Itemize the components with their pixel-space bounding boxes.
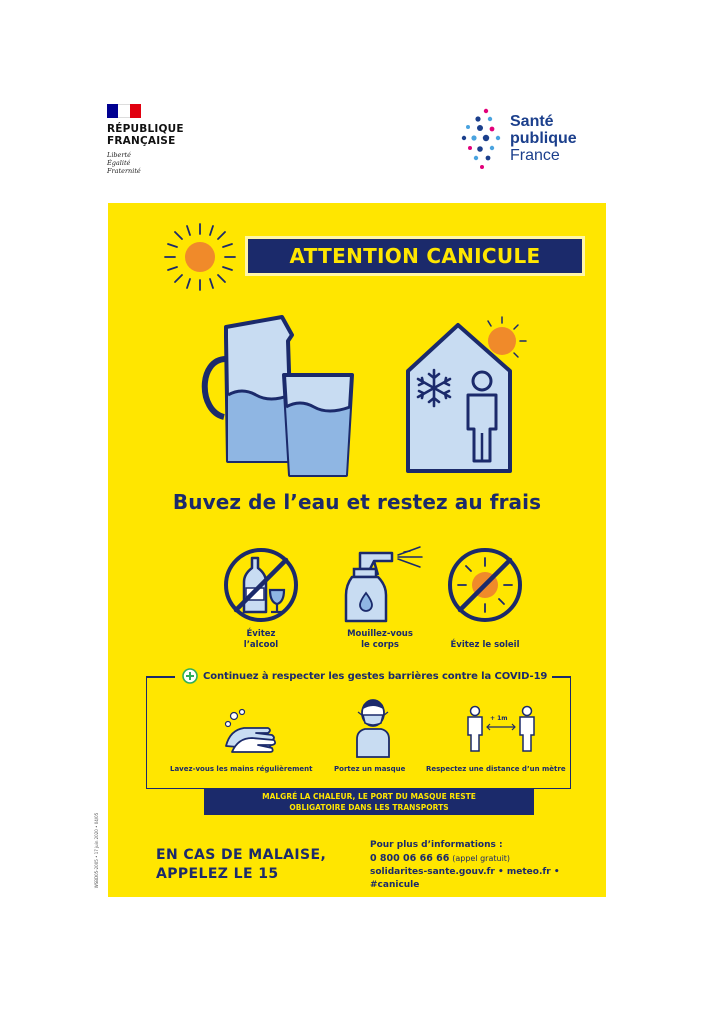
gesture-keep-distance: Respectez une distance d’un mètre	[426, 765, 566, 773]
tip-avoid-sun	[435, 640, 535, 651]
motto-liberte: Liberté	[107, 151, 131, 159]
agency-line3: France	[510, 147, 560, 164]
malaise-line2: APPELEZ LE 15	[156, 866, 279, 882]
mask-transport-banner	[204, 789, 534, 815]
republique-francaise-logo	[107, 104, 217, 175]
face-mask-icon	[353, 695, 393, 759]
sante-publique-dots-icon	[460, 107, 508, 177]
tip-wet-body	[330, 629, 430, 651]
republic-line2: FRANÇAISE	[107, 135, 176, 147]
print-reference-text: WSBD05-2005 • 17 juin 2020 • 04/05	[94, 812, 100, 889]
covid-heading	[178, 667, 551, 685]
poster-title: ATTENTION CANICULE	[289, 244, 541, 268]
poster-headline: Buvez de l’eau et restez au frais	[172, 490, 542, 514]
title-banner	[245, 236, 585, 276]
hand-washing-icon	[222, 708, 278, 754]
tip-wet-body-line1: Mouillez-vous	[347, 629, 413, 639]
water-jug-and-glass-icon	[196, 311, 368, 483]
agency-line1: Santé	[510, 113, 554, 130]
distance-icon	[463, 705, 539, 755]
covid-heading-text: Continuez à respecter les gestes barrières contre la COVID-19	[203, 670, 548, 682]
gesture-wash-hands: Lavez-vous les mains régulièrement	[170, 765, 313, 773]
info-links[interactable]: solidarites-sante.gouv.fr • meteo.fr • #canicule	[370, 867, 560, 890]
cool-house-icon	[398, 311, 528, 479]
motto-egalite: Égalité	[107, 159, 131, 167]
no-alcohol-icon	[222, 546, 300, 624]
republic-motto	[107, 151, 217, 175]
republic-line1: RÉPUBLIQUE	[107, 123, 184, 135]
info-phone-note: (appel gratuit)	[452, 854, 511, 863]
sun-icon	[160, 220, 240, 294]
mask-band-line1: MALGRÉ LA CHALEUR, LE PORT DU MASQUE RESTE	[262, 792, 476, 801]
no-sun-icon	[446, 546, 524, 624]
info-block	[370, 839, 606, 892]
info-heading: Pour plus d’informations :	[370, 840, 503, 850]
mask-band-line2: OBLIGATOIRE DANS LES TRANSPORTS	[289, 803, 449, 812]
info-phone-line	[370, 852, 606, 866]
info-phone[interactable]: 0 800 06 66 66	[370, 853, 450, 864]
tip-avoid-alcohol	[221, 629, 301, 651]
canicule-poster	[108, 203, 606, 897]
tip-avoid-sun-line1: Évitez le soleil	[450, 640, 520, 650]
tip-avoid-alcohol-line2: l’alcool	[243, 640, 279, 650]
print-reference	[94, 812, 107, 902]
tip-wet-body-line2: le corps	[361, 640, 399, 650]
plus-icon	[182, 668, 198, 684]
spray-bottle-icon	[340, 541, 424, 627]
agency-line2: publique	[510, 130, 577, 147]
emergency-call-text	[156, 846, 326, 884]
malaise-line1: EN CAS DE MALAISE,	[156, 847, 327, 863]
tip-avoid-alcohol-line1: Évitez	[246, 629, 276, 639]
motto-fraternite: Fraternité	[107, 167, 141, 175]
republic-name	[107, 123, 217, 147]
sante-publique-france-logo	[460, 107, 600, 177]
gesture-wear-mask: Portez un masque	[334, 765, 406, 773]
distance-tag: + 1m	[490, 715, 508, 722]
french-flag-icon	[107, 104, 141, 118]
sante-publique-france-wordmark	[510, 113, 577, 164]
